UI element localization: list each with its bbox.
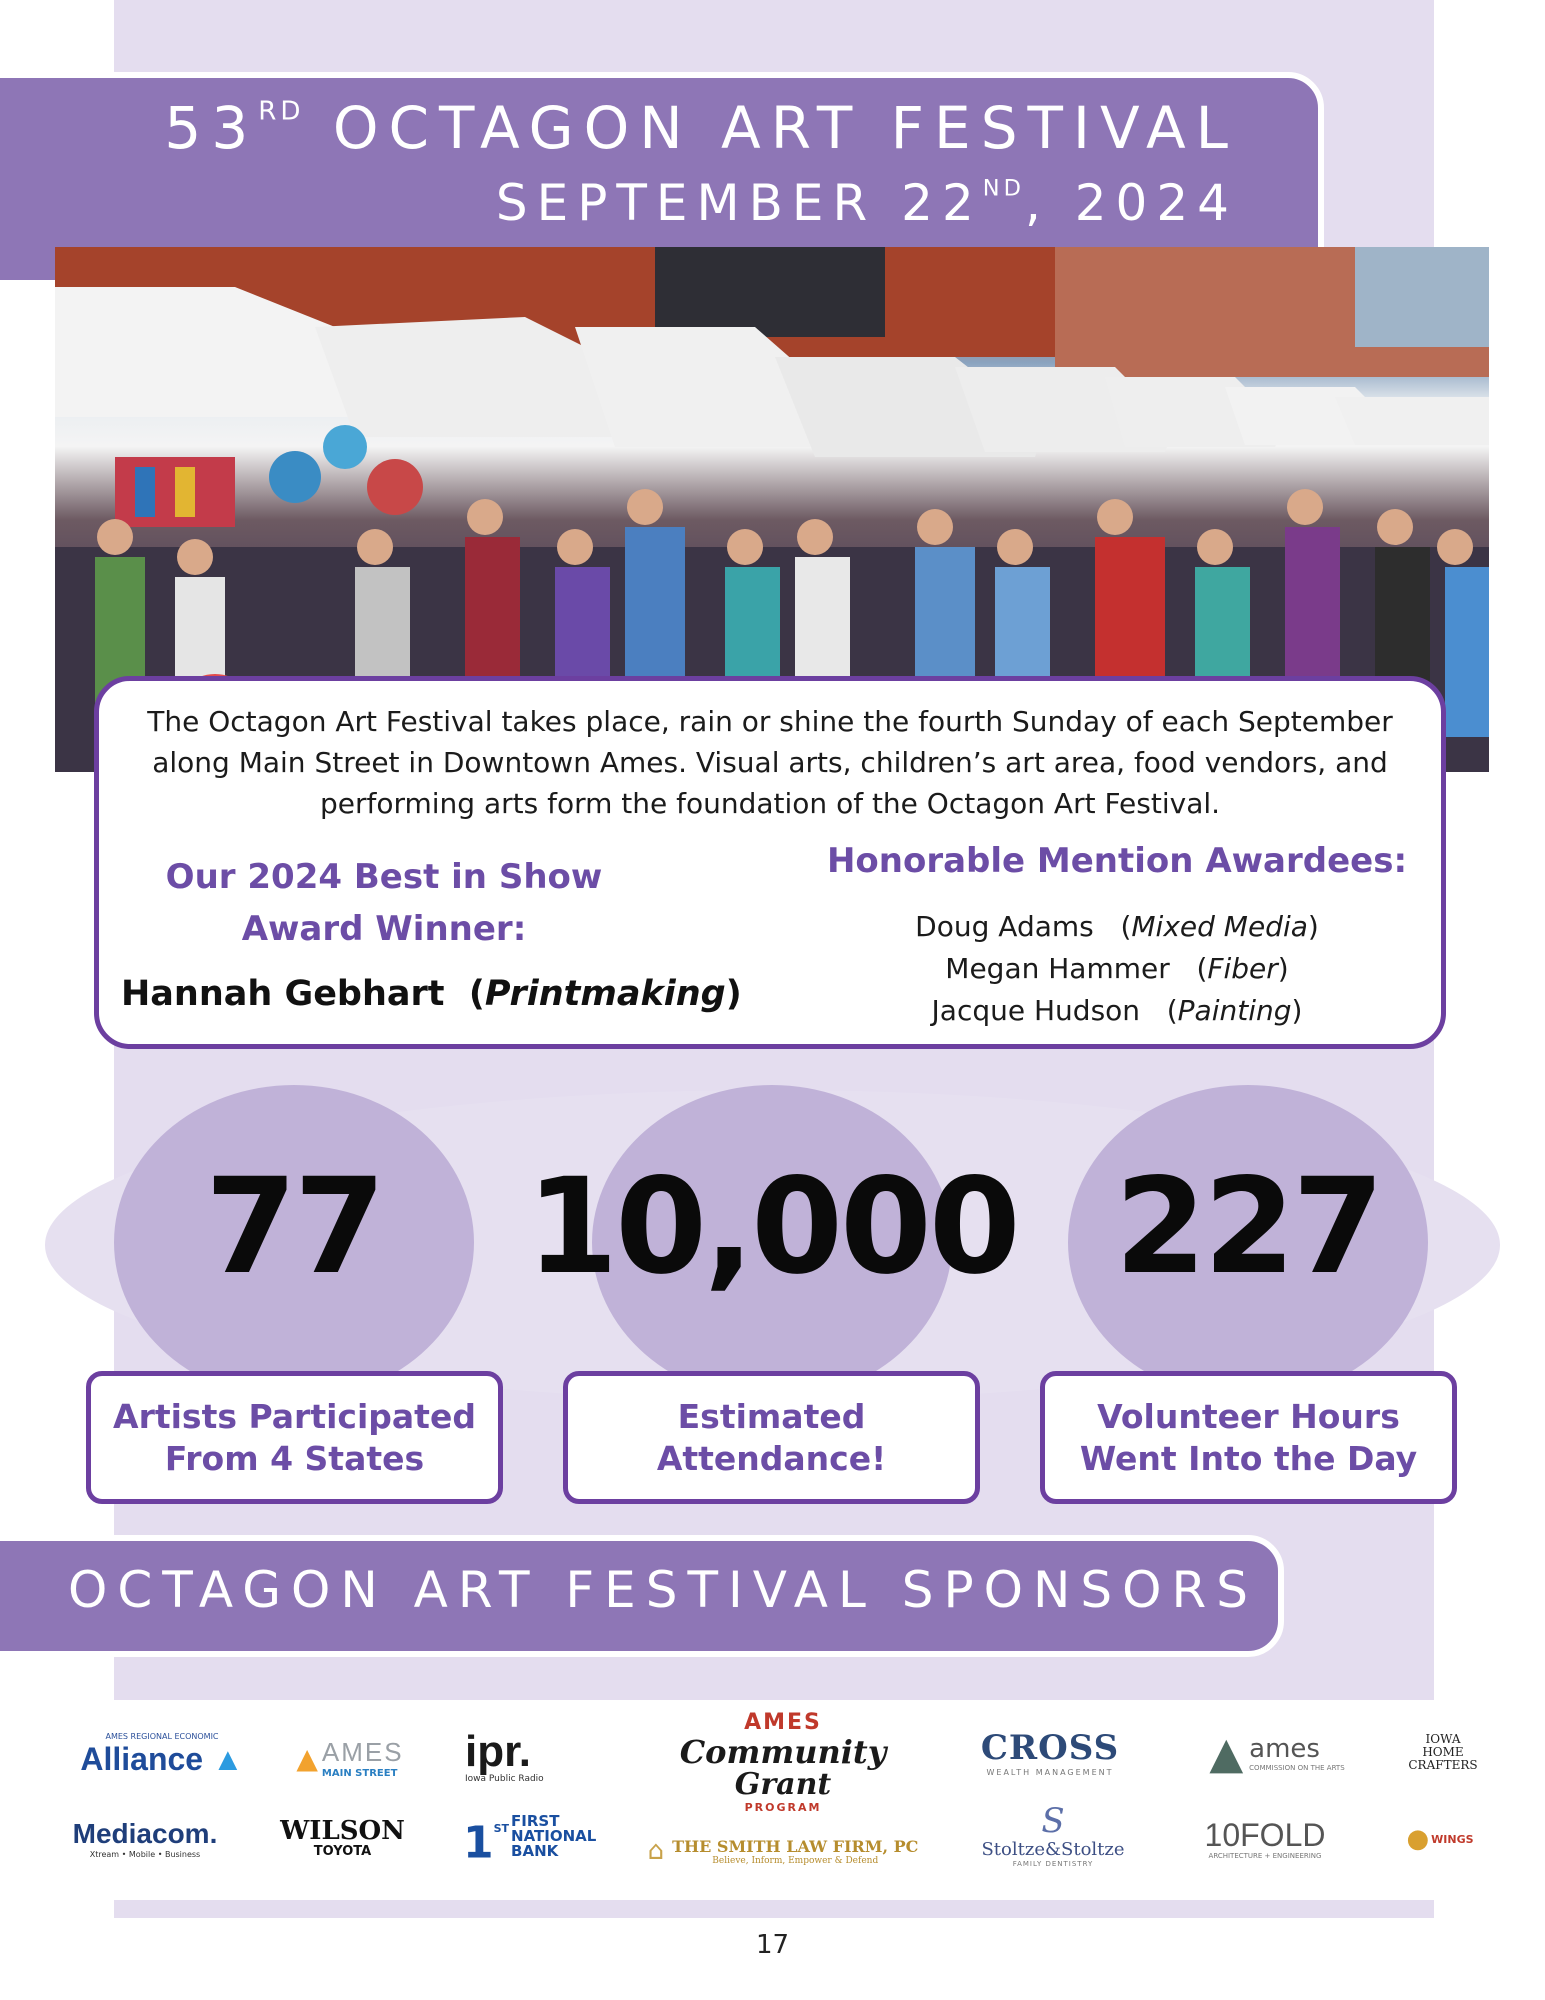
page-number: 17: [755, 1930, 790, 1960]
stat-value-attendance: 10,000: [526, 1150, 1018, 1304]
sponsors-banner: [0, 1535, 1284, 1657]
tenfold-logo: 10FOLD ARCHITECTURE + ENGINEERING: [1204, 1817, 1326, 1860]
ames-main-street-mark-icon: ▲: [296, 1741, 318, 1775]
stat-value-artists: 77: [205, 1150, 383, 1304]
stoltze-s-icon: S: [1041, 1800, 1065, 1841]
first-national-bank-logo: 1ST FIRST NATIONAL BANK: [462, 1811, 597, 1869]
alliance-logo: AMES REGIONAL ECONOMIC Alliance ▲: [80, 1732, 244, 1777]
ames-community-grant-logo: AMES Community Grant PROGRAM: [679, 1710, 887, 1814]
honorable-mention-list: [817, 906, 1417, 1032]
best-in-show-winner: Hannah Gebhart (Printmaking): [121, 974, 742, 1014]
stat-value-volunteer-hours: 227: [1114, 1150, 1382, 1304]
ames-main-street-logo: ▲ AMES MAIN STREET: [296, 1737, 404, 1779]
awardee: Jacque Hudson (Painting): [931, 994, 1303, 1027]
chicken-mascot-icon: ●: [1406, 1824, 1430, 1854]
festival-title: 53RD OCTAGON ART FESTIVAL: [164, 94, 1238, 162]
ames-arts-logo: ▲ ames COMMISSION ON THE ARTS: [1209, 1727, 1345, 1779]
stat-label-attendance: Estimated Attendance!: [563, 1371, 980, 1504]
ames-arts-mark-icon: ▲: [1209, 1727, 1244, 1779]
best-in-show-heading: Our 2024 Best in Show Award Winner:: [165, 857, 603, 949]
wings-logo: ● WINGS: [1406, 1824, 1474, 1854]
ipr-logo: ipr. Iowa Public Radio: [465, 1727, 544, 1784]
iowa-home-crafters-logo: IOWA HOME CRAFTERS: [1408, 1731, 1478, 1772]
smith-law-firm-logo: ⌂ THE SMITH LAW FIRM, PC Believe, Inform, Empower & Defend: [647, 1836, 919, 1866]
mediacom-logo: Mediacom. Xtream • Mobile • Business: [72, 1817, 218, 1859]
sponsors-heading: OCTAGON ART FESTIVAL SPONSORS: [68, 1561, 1258, 1619]
intro-card: [94, 676, 1446, 1049]
awardee: Megan Hammer (Fiber): [945, 952, 1289, 985]
cross-wealth-logo: CROSS WEALTH MANAGEMENT: [980, 1727, 1120, 1777]
alliance-mark-icon: ▲: [211, 1741, 244, 1777]
stat-label-volunteer-hours: Volunteer Hours Went Into the Day: [1040, 1371, 1457, 1504]
honorable-mention-heading: Honorable Mention Awardees:: [826, 841, 1408, 881]
awardee: Doug Adams (Mixed Media): [915, 910, 1319, 943]
stat-label-artists: Artists Participated From 4 States: [86, 1371, 503, 1504]
stoltze-dentistry-logo: S Stoltze&Stoltze FAMILY DENTISTRY: [981, 1800, 1125, 1868]
pillar-icon: ⌂: [647, 1836, 665, 1866]
bottom-strip: [114, 1900, 1434, 1918]
intro-text: The Octagon Art Festival takes place, rain or shine the fourth Sunday of each September along Main Street in Downtown Ames. Visual arts, children’s art area, food vendors, and performing arts form the foundation of the Octagon Art Festival.: [147, 705, 1393, 820]
wilson-toyota-logo: WILSON TOYOTA: [280, 1815, 405, 1859]
festival-date: SEPTEMBER 22ND, 2024: [495, 174, 1238, 232]
